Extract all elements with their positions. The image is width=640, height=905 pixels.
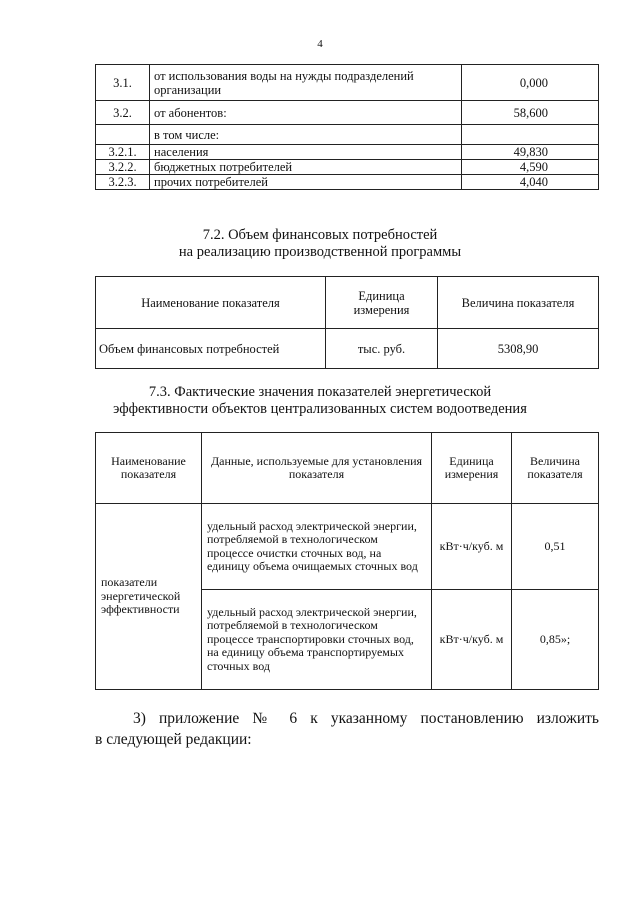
row-value: 5308,90 — [438, 329, 599, 369]
table-header-row — [96, 277, 599, 329]
row-name: прочих потребителей — [150, 175, 462, 190]
header-unit: Единица измерения — [326, 277, 438, 329]
page-number: 4 — [317, 38, 323, 50]
section-72-title — [0, 227, 640, 261]
row-number: 3.2. — [96, 101, 150, 125]
table-row — [96, 65, 599, 101]
row-number: 3.2.3. — [96, 175, 150, 190]
energy-efficiency-table — [95, 432, 599, 690]
row-unit: тыс. руб. — [326, 329, 438, 369]
section-73-title — [0, 384, 640, 418]
row-value: 4,040 — [462, 175, 599, 190]
header-name: Наименование показателя — [96, 277, 326, 329]
amendment-paragraph — [95, 708, 599, 750]
group-name: показатели энергетической эффективности — [96, 504, 202, 690]
section-73-title-line1: 7.3. Фактические значения показателей энергетической — [148, 384, 492, 400]
row-number: 3.1. — [96, 65, 150, 101]
table-row — [96, 504, 599, 590]
row-name: бюджетных потребителей — [150, 160, 462, 175]
row-number: 3.2.1. — [96, 145, 150, 160]
row-name: Объем финансовых потребностей — [96, 329, 326, 369]
header-data: Данные, используемые для установления показателя — [202, 433, 432, 504]
row-unit: кВт·ч/куб. м — [432, 504, 512, 590]
header-name: Наименование показателя — [96, 433, 202, 504]
header-value: Величина показателя — [438, 277, 599, 329]
table-row — [96, 329, 599, 369]
row-name: от использования воды на нужды подразделений организации — [150, 65, 462, 101]
section-72-title-line1: 7.2. Объем финансовых потребностей — [202, 227, 438, 243]
row-name: в том числе: — [150, 125, 462, 145]
header-unit: Единица измерения — [432, 433, 512, 504]
row-name: населения — [150, 145, 462, 160]
sources-table — [95, 64, 599, 190]
paragraph-line1: 3) приложение № 6 к указанному постановлению изложить — [133, 710, 599, 727]
row-value: 0,000 — [462, 65, 599, 101]
row-data: удельный расход электрической энергии, потребляемой в технологическом процессе транспортировки сточных вод, на единицу объема транспортируемых сточных вод — [202, 590, 432, 690]
section-72-title-line2: на реализацию производственной программы — [178, 244, 462, 260]
row-value: 0,51 — [512, 504, 599, 590]
section-73-title-line2: эффективности объектов централизованных систем водоотведения — [113, 401, 527, 417]
row-data: удельный расход электрической энергии, потребляемой в технологическом процессе очистки сточных вод, на единицу объема очищаемых сточных вод — [202, 504, 432, 590]
table-header-row — [96, 433, 599, 504]
table-row — [96, 160, 599, 175]
row-value: 49,830 — [462, 145, 599, 160]
table-row — [96, 125, 599, 145]
row-name: от абонентов: — [150, 101, 462, 125]
row-value — [462, 125, 599, 145]
row-value: 0,85»; — [512, 590, 599, 690]
row-unit: кВт·ч/куб. м — [432, 590, 512, 690]
table-row — [96, 175, 599, 190]
row-value: 58,600 — [462, 101, 599, 125]
header-value: Величина показателя — [512, 433, 599, 504]
row-value: 4,590 — [462, 160, 599, 175]
table-row — [96, 101, 599, 125]
row-number: 3.2.2. — [96, 160, 150, 175]
row-number — [96, 125, 150, 145]
table-row — [96, 145, 599, 160]
paragraph-line2: в следующей редакции: — [95, 731, 252, 748]
financial-needs-table — [95, 276, 599, 369]
